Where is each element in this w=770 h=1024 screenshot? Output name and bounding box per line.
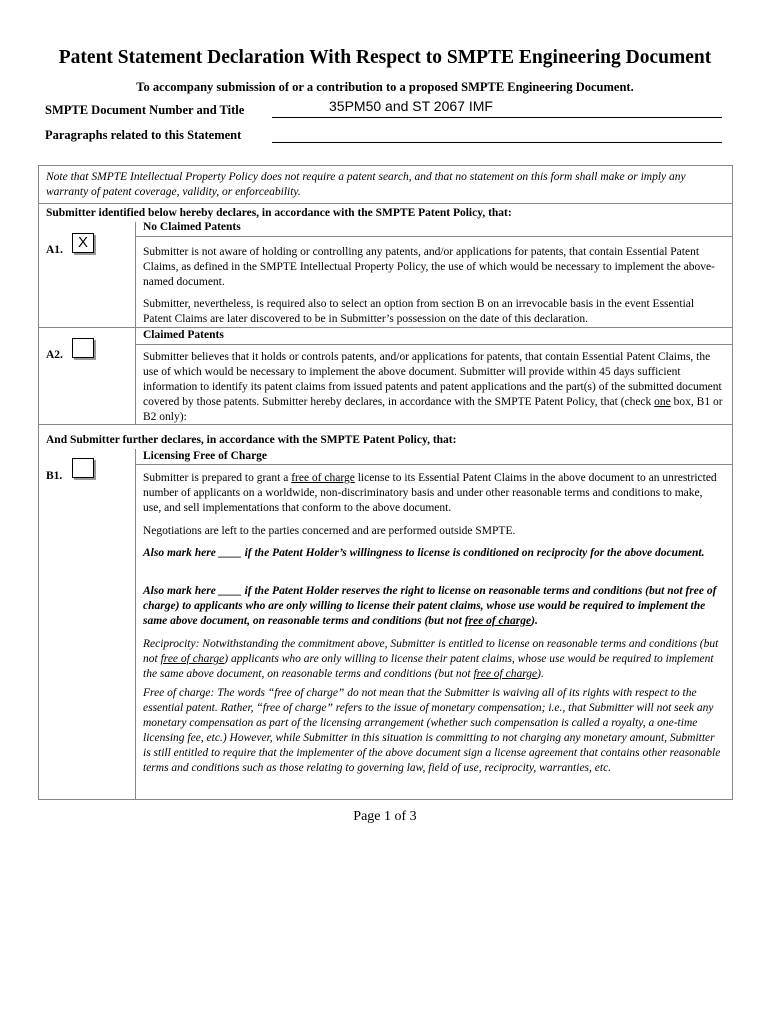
declaration-form-box (38, 165, 733, 800)
divider (135, 344, 732, 345)
a1-checkbox[interactable]: X (72, 233, 94, 253)
recip-part: ). (537, 668, 544, 680)
a1-text-2: Submitter, nevertheless, is required also to select an option from section B on an irrevocable basis in the event Essential Patent Claims are later discovered to be in Submitter’s possession on the date of this declaration. (143, 298, 695, 325)
divider (39, 203, 732, 204)
a2-text-part: Submitter believes that it holds or controls patents, and/or applications for patents, that contain Essential Patent Claims, the use of which would be necessary to implement the above document. Submitter will provide within 45 days sufficient information to identify its patent claims from issued patents and patent applications and the part(s) of the submitted document covered by those patents. Submitter hereby declares, in accordance with the SMPTE Patent Policy, that (check (143, 351, 722, 408)
b1-mark-reciprocity: Also mark here ____ if the Patent Holder’s willingness to license is conditioned on reciprocity for the above document. (143, 547, 705, 559)
section-a-header: Submitter identified below hereby declares, in accordance with the SMPTE Patent Policy, that: (46, 207, 512, 219)
a2-text (143, 350, 723, 425)
paragraphs-row (45, 128, 725, 143)
divider (135, 464, 732, 465)
a2-text-part: box, B1 or B2 only): (143, 396, 723, 423)
recip-underlined: free of charge (160, 653, 225, 665)
page-number: Page 1 of 3 (353, 809, 417, 824)
document-subtitle: To accompany submission of or a contribution to a proposed SMPTE Engineering Document. (136, 80, 634, 94)
divider (39, 327, 732, 328)
b1-text-2: Negotiations are left to the parties concerned and are performed outside SMPTE. (143, 525, 516, 537)
recip-part: ) applicants who are only willing to license their patent claims, whose use would be required to implement the same above document, on reasonable terms and conditions (but not (143, 653, 714, 680)
a1-text-1: Submitter is not aware of holding or controlling any patents, and/or applications for patents, that contain Essential Patent Claims, as defined in the SMPTE Intellectual Property Policy, the use of which would be necessary to implement the above-named document. (143, 246, 715, 288)
b1-text-underlined: free of charge (291, 472, 355, 484)
a2-checkbox[interactable] (72, 338, 94, 358)
policy-note: Note that SMPTE Intellectual Property Policy does not require a patent search, and that no statement on this form shall make or imply any warranty of patent coverage, validity, or enforceability. (46, 171, 686, 198)
a2-label: A2. (46, 349, 63, 361)
b1-checkbox[interactable] (72, 458, 94, 478)
a1-title: No Claimed Patents (143, 221, 241, 233)
doc-number-value[interactable]: 35PM50 and ST 2067 IMF (329, 98, 493, 114)
column-divider (135, 222, 136, 424)
b1-mark2-part: Also mark here ____ if the Patent Holder reserves the right to license on reasonable terms and conditions (but not free of charge) to applicants who are only willing to license their patent claims, whose use would be required to implement the same above document, on reasonable terms and conditions (but not (143, 585, 717, 627)
b1-label: B1. (46, 470, 63, 482)
divider (135, 236, 732, 237)
document-title: Patent Statement Declaration With Respect to SMPTE Engineering Document (58, 47, 712, 68)
b1-reciprocity-note (143, 637, 725, 682)
b1-text-part: license to its Essential Patent Claims in the above document to an unrestricted number of applicants on a worldwide, non-discriminatory basis and under other reasonable terms and conditions to make, use, and sell implementations that conform to the above document. (143, 472, 717, 514)
doc-number-label: SMPTE Document Number and Title (45, 103, 245, 117)
b1-free-of-charge-note: Free of charge: The words “free of charge” do not mean that the Submitter is waiving all of its rights with respect to the essential patent. Rather, “free of charge” refers to the issue of monetary compensation; i.e., that Submitter will not seek any monetary compensation as part of the licensing arrangement (whether such compensation is called a royalty, a one-time licensing fee, etc.) However, while Submitter in this situation is committing to not charging any monetary amount, Submitter is still entitled to require that the implementer of the above document sign a license agreement that contains other reasonable terms and conditions such as those relating to governing law, field of use, reciprocity, warranties, etc. (143, 687, 721, 774)
column-divider (135, 449, 136, 799)
b1-mark2-part: ). (531, 615, 538, 627)
recip-underlined: free of charge (473, 668, 538, 680)
a1-label: A1. (46, 244, 63, 256)
recip-part: Reciprocity: Notwithstanding the commitment above, Submitter is entitled to license on reasonable terms and conditions (but not (143, 638, 719, 665)
b1-text-part: Submitter is prepared to grant a (143, 472, 292, 484)
a2-text-underlined: one (654, 396, 671, 408)
paragraphs-label: Paragraphs related to this Statement (45, 128, 242, 142)
b1-mark-reasonable-terms (143, 584, 723, 629)
paragraphs-line[interactable] (272, 128, 722, 143)
b1-mark2-underlined: free of charge (464, 615, 532, 627)
a2-title: Claimed Patents (143, 329, 224, 341)
b1-text-1 (143, 471, 723, 516)
section-b-header: And Submitter further declares, in accordance with the SMPTE Patent Policy, that: (46, 434, 457, 446)
divider (39, 424, 732, 425)
b1-title: Licensing Free of Charge (143, 450, 268, 462)
doc-number-row (45, 98, 725, 118)
